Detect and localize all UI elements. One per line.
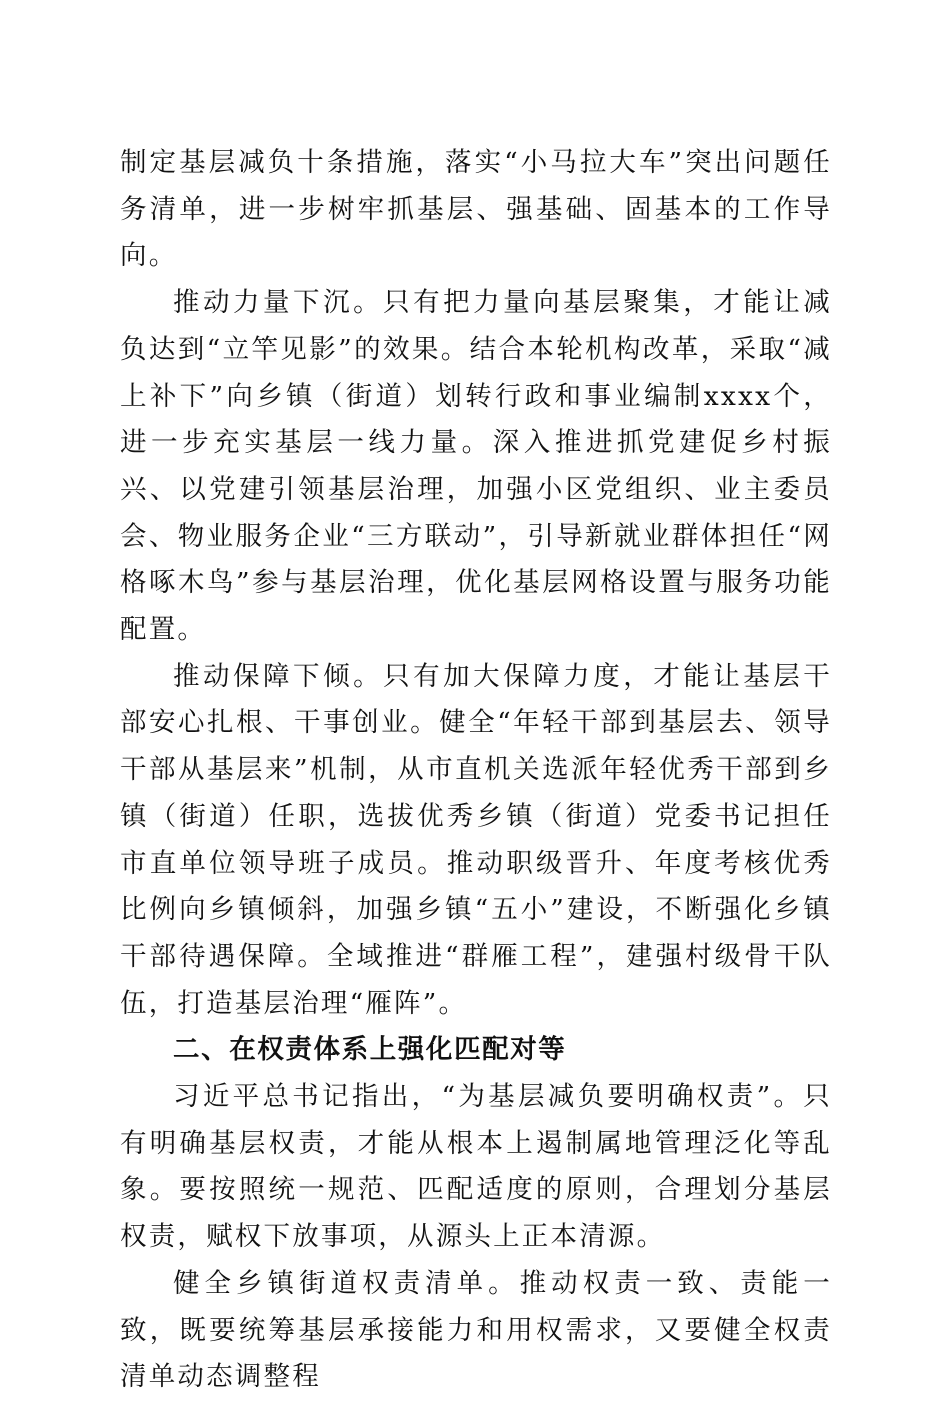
paragraph-continuation: 制定基层减负十条措施，落实“小马拉大车”突出问题任务清单，进一步树牢抓基层、强基础、固基本的工作导向。 (120, 147, 832, 272)
paragraph-support-tilt: 推动保障下倾。只有加大保障力度，才能让基层干部安心扎根、干事创业。健全“年轻干部到基层去、领导干部从基层来”机制，从市直机关选派年轻优秀干部到乡镇（街道）任职，选拔优秀乡镇（街道）党委书记担任市直单位领导班子成员。推动职级晋升、年度考核优秀比例向乡镇倾斜，加强乡镇“五小”建设，不断强化乡镇干部待遇保障。全域推进“群雁工程”，建强村级骨干队伍，打造基层治理“雁阵”。 (120, 660, 832, 1019)
paragraph-quote-powers: 习近平总书记指出，“为基层减负要明确权责”。只有明确基层权责，才能从根本上遏制属地管理泛化等乱象。要按照统一规范、匹配适度的原则，合理划分基层权责，赋权下放事项，从源头上正本清源。 (120, 1081, 832, 1253)
document-body (120, 140, 832, 1401)
paragraph-responsibility-list: 健全乡镇街道权责清单。推动权责一致、责能一致，既要统筹基层承接能力和用权需求，又要健全权责清单动态调整程 (120, 1267, 832, 1393)
section-heading: 二、在权责体系上强化匹配对等 (173, 1034, 567, 1066)
paragraph-force-sinking: 推动力量下沉。只有把力量向基层聚集，才能让减负达到“立竿见影”的效果。结合本轮机构改革，采取“减上补下”向乡镇（街道）划转行政和事业编制xxxx个，进一步充实基层一线力量。深入推进抓党建促乡村振兴、以党建引领基层治理，加强小区党组织、业主委员会、物业服务企业“三方联动”，引导新就业群体担任“网格啄木鸟”参与基层治理，优化基层网格设置与服务功能配置。 (120, 287, 832, 646)
